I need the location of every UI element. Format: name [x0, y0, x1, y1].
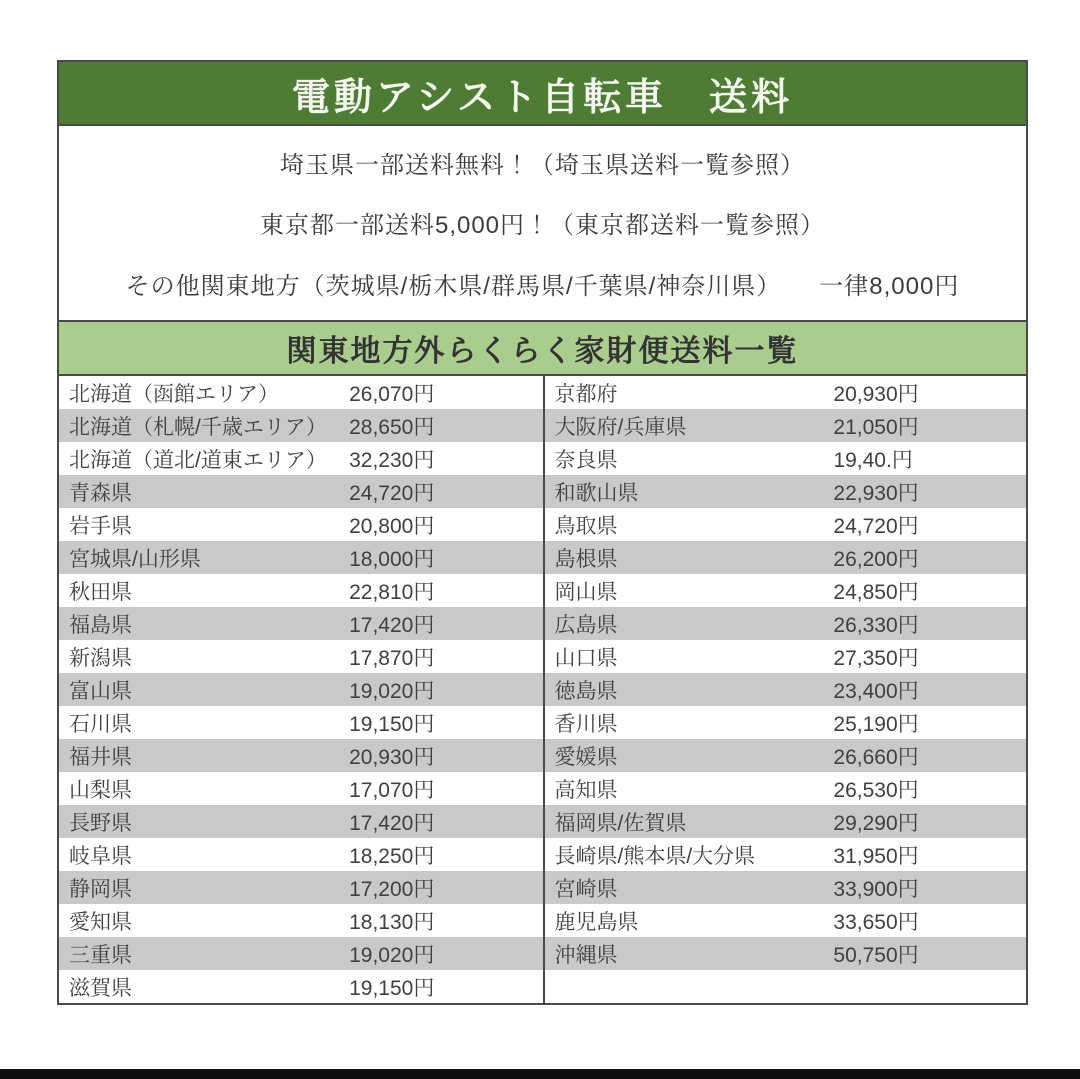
table-cell-left	[59, 541, 543, 574]
shipping-price: 26,530円	[833, 778, 919, 802]
shipping-price: 19,150円	[349, 712, 435, 736]
table-title-text: 関東地方外らくらく家財便送料一覧	[286, 335, 799, 368]
shipping-price: 23,400円	[833, 679, 919, 703]
table-cell-right	[543, 442, 1027, 475]
prefecture-name: 福島県	[69, 613, 132, 637]
prefecture-name: 北海道（道北/道東エリア）	[69, 448, 327, 472]
shipping-price: 29,290円	[833, 811, 919, 835]
table-cell-right	[543, 640, 1027, 673]
table-cell-left	[59, 805, 543, 838]
shipping-price: 24,720円	[349, 481, 435, 505]
table-cell-left	[59, 574, 543, 607]
prefecture-name: 奈良県	[554, 448, 618, 472]
table-row	[59, 937, 1026, 970]
shipping-price: 19,020円	[349, 679, 435, 703]
shipping-fee-panel	[57, 60, 1028, 1005]
table-row	[59, 607, 1026, 640]
table-row	[59, 673, 1026, 706]
prefecture-name: 秋田県	[69, 580, 132, 604]
table-row	[59, 508, 1026, 541]
prefecture-name: 宮崎県	[554, 877, 618, 901]
shipping-price: 17,870円	[349, 646, 435, 670]
table-row	[59, 772, 1026, 805]
shipping-price: 33,900円	[833, 877, 919, 901]
table-title	[59, 320, 1026, 376]
table-row	[59, 442, 1026, 475]
shipping-price: 19,150円	[349, 976, 435, 1000]
table-cell-left	[59, 838, 543, 871]
prefecture-name: 石川県	[69, 712, 132, 736]
prefecture-name: 愛知県	[69, 910, 132, 934]
shipping-price: 28,650円	[349, 415, 435, 439]
table-row	[59, 574, 1026, 607]
prefecture-name: 沖縄県	[554, 943, 618, 967]
prefecture-name: 富山県	[69, 679, 132, 703]
table-cell-left	[59, 706, 543, 739]
shipping-price: 26,660円	[833, 745, 919, 769]
table-cell-right	[543, 409, 1027, 442]
shipping-price: 25,190円	[833, 712, 919, 736]
prefecture-name: 山口県	[554, 646, 618, 670]
prefecture-name: 福井県	[69, 745, 132, 769]
shipping-price: 21,050円	[833, 415, 919, 439]
table-row	[59, 904, 1026, 937]
table-cell-right	[543, 508, 1027, 541]
prefecture-name: 徳島県	[554, 679, 618, 703]
shipping-price: 18,130円	[349, 910, 435, 934]
table-row	[59, 739, 1026, 772]
table-row	[59, 838, 1026, 871]
shipping-price: 26,070円	[349, 382, 435, 406]
page-title-text: 電動アシスト自転車 送料	[291, 76, 794, 119]
table-cell-left	[59, 607, 543, 640]
prefecture-name: 北海道（函館エリア）	[69, 382, 279, 406]
shipping-price: 26,330円	[833, 613, 919, 637]
shipping-price: 17,420円	[349, 811, 435, 835]
table-cell-right	[543, 541, 1027, 574]
shipping-price: 20,800円	[349, 514, 435, 538]
shipping-price: 18,250円	[349, 844, 435, 868]
prefecture-name: 三重県	[69, 943, 132, 967]
table-cell-right	[543, 574, 1027, 607]
shipping-price: 19,40.円	[833, 448, 913, 472]
table-cell-right	[543, 970, 1027, 1003]
table-cell-left	[59, 772, 543, 805]
shipping-price: 32,230円	[349, 448, 435, 472]
prefecture-name: 青森県	[69, 481, 132, 505]
table-row	[59, 871, 1026, 904]
table-cell-right	[543, 673, 1027, 706]
prefecture-name: 広島県	[554, 613, 618, 637]
note-tokyo: 東京都一部送料5,000円！（東京都送料一覧参照）	[259, 212, 826, 240]
prefecture-name: 鹿児島県	[554, 910, 639, 934]
shipping-price: 33,650円	[833, 910, 919, 934]
shipping-price: 22,810円	[349, 580, 435, 604]
shipping-price: 22,930円	[833, 481, 919, 505]
table-cell-left	[59, 673, 543, 706]
table-cell-left	[59, 739, 543, 772]
prefecture-name: 高知県	[554, 778, 618, 802]
table-row	[59, 970, 1026, 1003]
shipping-price: 17,200円	[349, 877, 435, 901]
note-other-kanto: その他関東地方（茨城県/栃木県/群馬県/千葉県/神奈川県） 一律8,000円	[125, 273, 960, 301]
shipping-price: 31,950円	[833, 844, 919, 868]
shipping-price: 24,850円	[833, 580, 919, 604]
table-cell-right	[543, 607, 1027, 640]
table-cell-left	[59, 442, 543, 475]
prefecture-name: 香川県	[554, 712, 618, 736]
table-cell-left	[59, 904, 543, 937]
table-cell-left	[59, 970, 543, 1003]
fee-table	[59, 376, 1026, 1003]
prefecture-name: 和歌山県	[554, 481, 639, 505]
table-cell-right	[543, 376, 1027, 409]
table-cell-right	[543, 871, 1027, 904]
shipping-price: 50,750円	[833, 943, 919, 967]
prefecture-name: 新潟県	[69, 646, 132, 670]
shipping-price: 20,930円	[833, 382, 919, 406]
table-row	[59, 475, 1026, 508]
prefecture-name: 長野県	[69, 811, 132, 835]
prefecture-name: 岡山県	[554, 580, 618, 604]
shipping-price: 19,020円	[349, 943, 435, 967]
shipping-price: 17,420円	[349, 613, 435, 637]
prefecture-name: 鳥取県	[554, 514, 618, 538]
table-cell-right	[543, 937, 1027, 970]
prefecture-name: 愛媛県	[554, 745, 618, 769]
prefecture-name: 長崎県/熊本県/大分県	[554, 844, 756, 868]
table-cell-left	[59, 937, 543, 970]
kanto-shipping-notes	[59, 126, 1026, 320]
table-cell-right	[543, 706, 1027, 739]
table-row	[59, 640, 1026, 673]
table-cell-right	[543, 805, 1027, 838]
table-cell-right	[543, 739, 1027, 772]
prefecture-name: 山梨県	[69, 778, 132, 802]
prefecture-name: 岐阜県	[69, 844, 132, 868]
table-cell-left	[59, 475, 543, 508]
prefecture-name: 岩手県	[69, 514, 132, 538]
table-cell-left	[59, 508, 543, 541]
prefecture-name: 島根県	[554, 547, 618, 571]
shipping-price: 17,070円	[349, 778, 435, 802]
table-row	[59, 376, 1026, 409]
table-cell-right	[543, 838, 1027, 871]
shipping-price: 24,720円	[833, 514, 919, 538]
prefecture-name: 福岡県/佐賀県	[554, 811, 687, 835]
table-row	[59, 409, 1026, 442]
prefecture-name: 静岡県	[69, 877, 132, 901]
table-cell-right	[543, 475, 1027, 508]
table-row	[59, 541, 1026, 574]
bottom-letterbox-bar	[0, 1069, 1080, 1079]
shipping-price: 20,930円	[349, 745, 435, 769]
table-cell-right	[543, 904, 1027, 937]
page-title	[59, 62, 1026, 126]
prefecture-name: 滋賀県	[69, 976, 132, 1000]
note-saitama: 埼玉県一部送料無料！（埼玉県送料一覧参照）	[280, 151, 805, 179]
table-row	[59, 706, 1026, 739]
shipping-price: 27,350円	[833, 646, 919, 670]
table-cell-left	[59, 376, 543, 409]
shipping-price: 26,200円	[833, 547, 919, 571]
table-cell-left	[59, 871, 543, 904]
table-cell-right	[543, 772, 1027, 805]
table-row	[59, 805, 1026, 838]
table-cell-left	[59, 640, 543, 673]
prefecture-name: 京都府	[554, 382, 618, 406]
shipping-price: 18,000円	[349, 547, 435, 571]
table-cell-left	[59, 409, 543, 442]
prefecture-name: 北海道（札幌/千歳エリア）	[69, 415, 327, 439]
prefecture-name: 宮城県/山形県	[69, 547, 201, 571]
prefecture-name: 大阪府/兵庫県	[554, 415, 687, 439]
